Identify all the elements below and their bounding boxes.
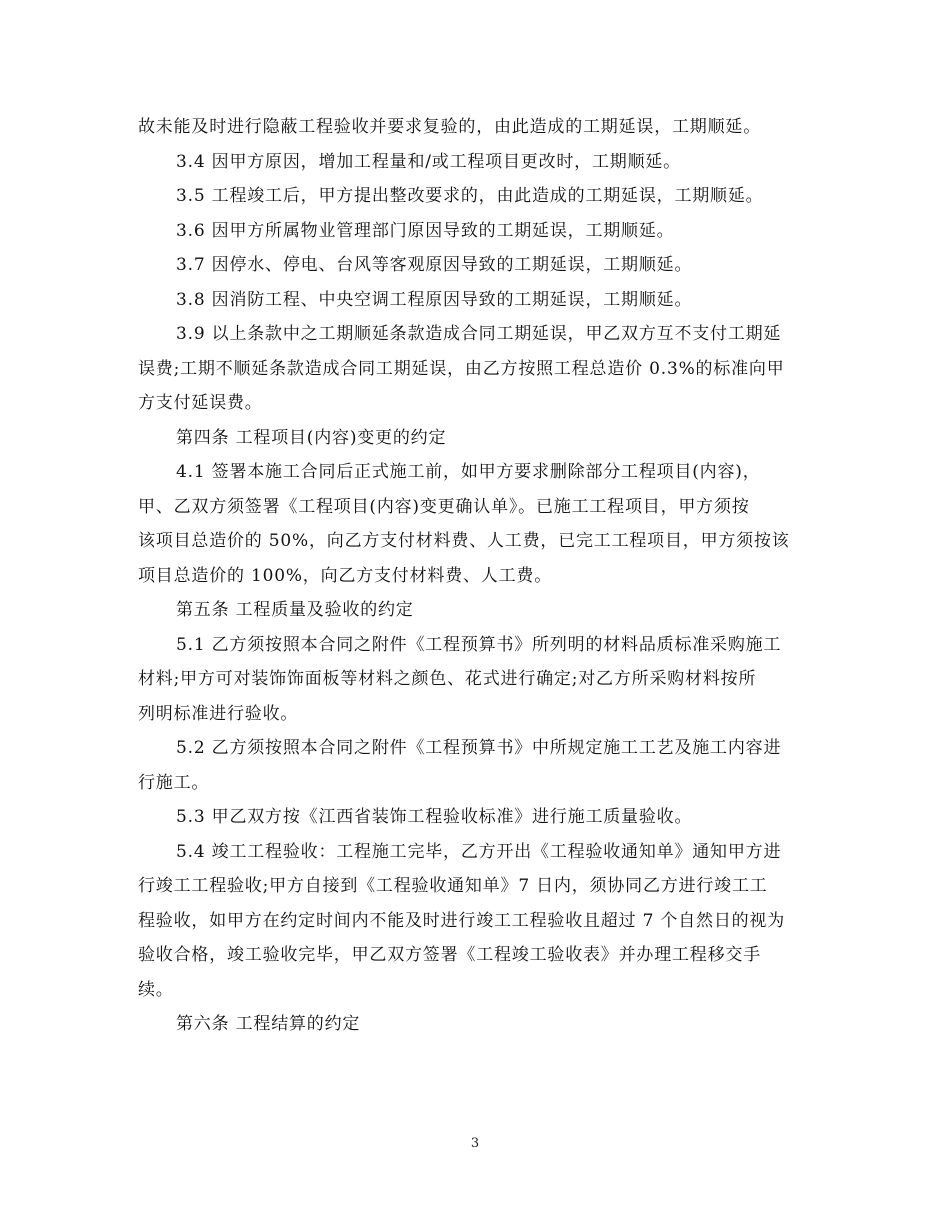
text-line: 3.7 因停水、停电、台风等客观原因导致的工期延误，工期顺延。: [176, 255, 693, 275]
text-line: 3.9 以上条款中之工期顺延条款造成合同工期延误，甲乙双方互不支付工期延: [176, 324, 782, 344]
text-line: 该项目总造价的 50%，向乙方支付材料费、人工费，已完工工程项目，甲方须按该: [138, 531, 790, 551]
section-heading: 第五条 工程质量及验收的约定: [176, 600, 414, 620]
text-line: 验收合格，竣工验收完毕，甲乙双方签署《工程竣工验收表》并办理工程移交手: [138, 945, 761, 965]
text-line: 3.5 工程竣工后，甲方提出整改要求的，由此造成的工期延误，工期顺延。: [176, 186, 764, 206]
text-line: 行竣工工程验收;甲方自接到《工程验收通知单》7 日内，须协同乙方进行竣工工: [138, 876, 768, 896]
text-line: 3.6 因甲方所属物业管理部门原因导致的工期延误，工期顺延。: [176, 220, 675, 241]
contract-body: [138, 110, 818, 1042]
text-line: 3.4 因甲方原因，增加工程量和/或工程项目更改时，工期顺延。: [176, 151, 681, 172]
text-line: 5.1 乙方须按照本合同之附件《工程预算书》所列明的材料品质标准采购施工: [176, 634, 782, 655]
section-heading: 第六条 工程结算的约定: [176, 1014, 361, 1034]
page-number: 3: [470, 1136, 480, 1151]
text-line: 5.2 乙方须按照本合同之附件《工程预算书》中所规定施工工艺及施工内容进: [176, 738, 782, 758]
text-line: 行施工。: [138, 772, 210, 793]
text-line: 误费;工期不顺延条款造成合同工期延误，由乙方按照工程总造价 0.3%的标准向甲: [138, 358, 785, 379]
text-line: 5.4 竣工工程验收：工程施工完毕，乙方开出《工程验收通知单》通知甲方进: [176, 841, 782, 862]
text-line: 3.8 因消防工程、中央空调工程原因导致的工期延误，工期顺延。: [176, 289, 693, 310]
section-heading: 第四条 工程项目(内容)变更的约定: [176, 427, 447, 448]
text-line: 程验收，如甲方在约定时间内不能及时进行竣工工程验收且超过 7 个自然日的视为: [138, 910, 786, 931]
text-line: 列明标准进行验收。: [138, 703, 299, 724]
text-line: 方支付延误费。: [138, 393, 263, 413]
text-line: 续。: [138, 979, 174, 1000]
text-line: 故未能及时进行隐蔽工程验收并要求复验的，由此造成的工期延误，工期顺延。: [138, 117, 761, 137]
text-line: 甲、乙双方须签署《工程项目(内容)变更确认单》。已施工工程项目，甲方须按: [138, 496, 750, 517]
text-line: 4.1 签署本施工合同后正式施工前，如甲方要求删除部分工程项目(内容)，: [176, 462, 761, 482]
text-line: 5.3 甲乙双方按《江西省装饰工程验收标准》进行施工质量验收。: [176, 807, 693, 827]
text-line: 材料;甲方可对装饰饰面板等材料之颜色、花式进行确定;对乙方所采购材料按所: [138, 669, 757, 689]
text-line: 项目总造价的 100%，向乙方支付材料费、人工费。: [138, 565, 553, 586]
